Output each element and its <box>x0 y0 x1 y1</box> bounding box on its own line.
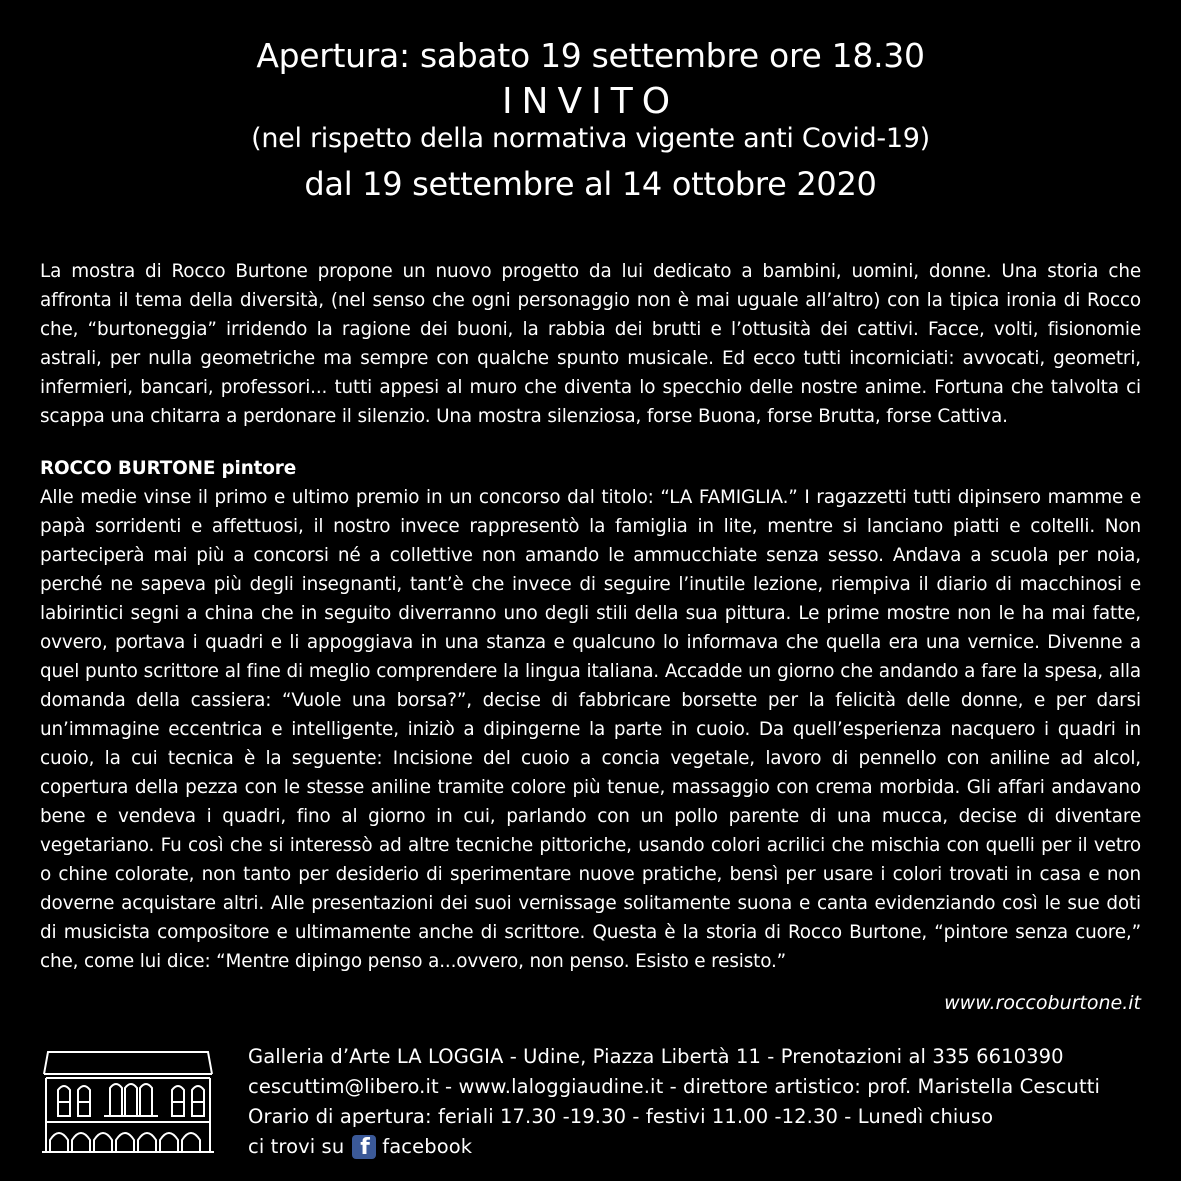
find-us-label: ci trovi su <box>248 1135 345 1158</box>
bio-section <box>40 454 1141 976</box>
invito-title: INVITO <box>501 81 680 122</box>
covid-note: (nel rispetto della normativa vigente anti Covid-19) <box>251 123 930 154</box>
website-link[interactable]: www.roccoburtone.it <box>944 992 1141 1014</box>
facebook-glyph: f <box>360 1135 370 1160</box>
bio-paragraph: Alle medie vinse il primo e ultimo premio in un concorso dal titolo: “LA FAMIGLIA.” I ragazzetti tutti dipinsero mamme e papà sorridenti e affettuosi, il nostro invece rappresentò la famiglia in lite, mentre si lanciano piatti e coltelli. Non parteciperà mai più a concorsi né a collettive non amando le ammucchiate senza sesso. Andava a scuola per noia, perché ne sapeva più degli insegnanti, tant’è che invece di seguire l’inutile lezione, riempiva il diario di macchinosi e labirintici segni a china che in seguito diverranno uno degli stili della sua pittura. Le prime mostre non le ha mai fatte, ovvero, portava i quadri e li appoggiava in una stanza e qualcuno lo informava che quella era una vernice. Divenne a quel punto scrittore al fine di meglio comprendere la lingua italiana. Accadde un giorno che andando a fare la spesa, alla domanda della cassiera: “Vuole una borsa?”, decise di fabbricare borsette per la felicità delle donne, e per darsi un’immagine eccentrica e intelligente, iniziò a dipingerne la parte in cuoio. Da quell’esperienza nacquero i quadri in cuoio, la cui tecnica è la seguente: Incisione del cuoio a concia vegetale, lavoro di pennello con aniline ad alcol, copertura della pezza con le stesse aniline tramite colore più tenue, massaggio con crema morbida. Gli affari andavano bene e vendeva i quadri, fino al giorno in cui, parlando con un pollo parente di una mucca, decise di diventare vegetariano. Fu così che si interessò ad altre tecniche pittoriche, usando colori acrilici che mischia con quelli per il vetro o chine colorate, non tanto per desiderio di sperimentare nuove pratiche, bensì per usare i colori trovati in casa e non doverne acquistare altri. Alle presentazioni dei suoi vernissage solitamente suona e canta evidenziando così le sue doti di musicista compositore e ultimamente anche di scrittore. Questa è la storia di Rocco Burtone, “pintore senza cuore,” che, come lui dice: “Mentre dipingo penso a...ovvero, non penso. Esisto e resisto.” <box>40 487 1141 972</box>
loggia-building-icon <box>40 1044 216 1156</box>
opening-hours: Orario di apertura: feriali 17.30 -19.30 - festivi 11.00 -12.30 - Lunedì chiuso <box>248 1105 994 1128</box>
gallery-contacts: cescuttim@libero.it - www.laloggiaudine.it - direttore artistico: prof. Maristella Cescutti <box>248 1075 1100 1098</box>
bio-title: ROCCO BURTONE pintore <box>40 458 297 479</box>
facebook-line <box>248 1132 1100 1162</box>
facebook-link[interactable]: facebook <box>382 1135 473 1158</box>
facebook-icon[interactable] <box>352 1135 376 1159</box>
gallery-address: Galleria d’Arte LA LOGGIA - Udine, Piazza Libertà 11 - Prenotazioni al 335 6610390 <box>248 1045 1064 1068</box>
header <box>0 34 1181 206</box>
gallery-info <box>248 1042 1100 1162</box>
opening-date: Apertura: sabato 19 settembre ore 18.30 <box>256 36 925 75</box>
exhibition-dates: dal 19 settembre al 14 ottobre 2020 <box>304 165 877 203</box>
intro-paragraph: La mostra di Rocco Burtone propone un nuovo progetto da lui dedicato a bambini, uomini, donne. Una storia che affronta il tema della diversità, (nel senso che ogni personaggio non è mai uguale all’altro) con la tipica ironia di Rocco che, “burtoneggia” irridendo la ragione dei buoni, la rabbia dei brutti e l’ottusità dei cattivi. Facce, volti, fisionomie astrali, per nulla geometriche ma sempre con qualche spunto musicale. Ed ecco tutti incorniciati: avvocati, geometri, infermieri, bancari, professori... tutti appesi al muro che diventa lo specchio delle nostre anime. Fortuna che talvolta ci scappa una chitarra a perdonare il silenzio. Una mostra silenziosa, forse Buona, forse Brutta, forse Cattiva. <box>40 261 1141 427</box>
